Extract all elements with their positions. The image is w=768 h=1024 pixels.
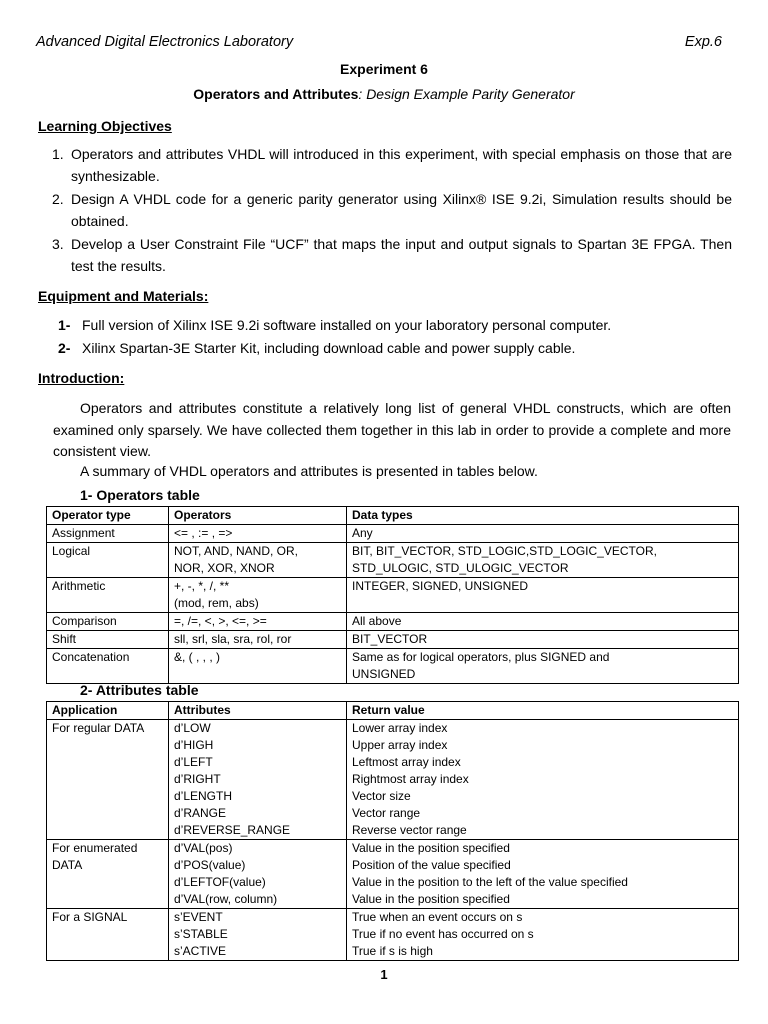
table-row — [47, 840, 739, 909]
cell-line: True when an event occurs on s — [352, 910, 523, 924]
objective-item — [52, 143, 732, 187]
objective-number: 1. — [52, 146, 64, 162]
cell-line: d’LENGTH — [174, 789, 233, 803]
subtitle-bold: Operators and Attributes — [193, 86, 359, 102]
cell-line: Comparison — [52, 614, 117, 628]
summary-sentence: A summary of VHDL operators and attributes is presented in tables below. — [80, 463, 538, 479]
cell-line: Leftmost array index — [352, 755, 461, 769]
table-cell — [347, 649, 739, 684]
table-cell — [169, 543, 347, 578]
cell-line: For regular DATA — [52, 721, 145, 735]
table-cell — [347, 613, 739, 631]
table-cell — [169, 631, 347, 649]
cell-line: For a SIGNAL — [52, 910, 128, 924]
table-row — [47, 543, 739, 578]
table-cell — [347, 720, 739, 840]
table-row — [47, 649, 739, 684]
cell-line: Arithmetic — [52, 579, 106, 593]
cell-line: Same as for logical operators, plus SIGNED and — [352, 650, 610, 664]
table-cell — [169, 578, 347, 613]
cell-line: Rightmost array index — [352, 772, 469, 786]
table-cell — [47, 840, 169, 909]
attributes-table — [46, 701, 739, 961]
table-row — [47, 525, 739, 543]
table-cell — [169, 840, 347, 909]
attributes-table-caption: 2- Attributes table — [80, 682, 199, 698]
column-header: Application — [47, 702, 169, 720]
table-cell — [347, 578, 739, 613]
objective-number: 3. — [52, 236, 64, 252]
equipment-heading: Equipment and Materials: — [38, 288, 209, 304]
cell-line: True if s is high — [352, 944, 433, 958]
equipment-text: Full version of Xilinx ISE 9.2i software installed on your laboratory personal computer. — [82, 317, 612, 333]
table-cell — [47, 909, 169, 961]
table-row — [47, 720, 739, 840]
cell-line: Value in the position to the left of the value specified — [352, 875, 628, 889]
page-subtitle — [0, 86, 768, 102]
equipment-number: 2- — [58, 340, 71, 356]
equipment-item — [58, 337, 738, 359]
equipment-number: 1- — [58, 317, 71, 333]
table-cell — [169, 720, 347, 840]
cell-line: s’EVENT — [174, 910, 223, 924]
page-title: Experiment 6 — [340, 61, 428, 77]
cell-line: (mod, rem, abs) — [174, 596, 259, 610]
cell-line: d’VAL(pos) — [174, 841, 233, 855]
column-header: Data types — [347, 507, 739, 525]
objective-text: Develop a User Constraint File “UCF” that maps the input and output signals to Spartan 3E FPGA. Then test the results. — [71, 236, 732, 274]
cell-line: sll, srl, sla, sra, rol, ror — [174, 632, 292, 646]
table-cell — [347, 909, 739, 961]
cell-line: Vector size — [352, 789, 411, 803]
page-number: 1 — [380, 967, 388, 982]
column-header: Operators — [169, 507, 347, 525]
equipment-text: Xilinx Spartan-3E Starter Kit, including download cable and power supply cable. — [82, 340, 576, 356]
table-cell — [169, 613, 347, 631]
cell-line: d’RIGHT — [174, 772, 221, 786]
cell-line: d’RANGE — [174, 806, 227, 820]
cell-line: Assignment — [52, 526, 115, 540]
cell-line: <= , := , => — [174, 526, 233, 540]
column-header: Return value — [347, 702, 739, 720]
cell-line: d’HIGH — [174, 738, 214, 752]
table-cell — [47, 578, 169, 613]
cell-line: INTEGER, SIGNED, UNSIGNED — [352, 579, 529, 593]
experiment-number: Exp.6 — [684, 34, 722, 50]
table-row — [47, 578, 739, 613]
cell-line: d’LOW — [174, 721, 211, 735]
page-header — [36, 34, 732, 54]
cell-line: NOT, AND, NAND, OR, — [174, 544, 299, 558]
table-cell — [347, 840, 739, 909]
table-header-row — [47, 507, 739, 525]
subtitle-italic: : Design Example Parity Generator — [358, 86, 575, 102]
table-row — [47, 613, 739, 631]
cell-line: True if no event has occurred on s — [352, 927, 534, 941]
cell-line: Logical — [52, 544, 91, 558]
objective-item — [52, 188, 732, 232]
cell-line: Vector range — [352, 806, 421, 820]
cell-line: Upper array index — [352, 738, 448, 752]
table-row — [47, 631, 739, 649]
cell-line: d’REVERSE_RANGE — [174, 823, 291, 837]
cell-line: UNSIGNED — [352, 667, 416, 681]
cell-line: Shift — [52, 632, 77, 646]
cell-line: Value in the position specified — [352, 892, 510, 906]
cell-line: Value in the position specified — [352, 841, 510, 855]
table-cell — [47, 613, 169, 631]
table-cell — [347, 631, 739, 649]
cell-line: d’LEFTOF(value) — [174, 875, 266, 889]
cell-line: d’POS(value) — [174, 858, 246, 872]
cell-line: Any — [352, 526, 373, 540]
cell-line: Lower array index — [352, 721, 448, 735]
cell-line: For enumerated — [52, 841, 138, 855]
table-cell — [169, 649, 347, 684]
cell-line: All above — [352, 614, 402, 628]
cell-line: Reverse vector range — [352, 823, 467, 837]
table-header-row — [47, 702, 739, 720]
cell-line: Position of the value specified — [352, 858, 511, 872]
table-row — [47, 909, 739, 961]
table-cell — [169, 909, 347, 961]
column-header: Attributes — [169, 702, 347, 720]
cell-line: Concatenation — [52, 650, 130, 664]
table-cell — [347, 543, 739, 578]
table-cell — [47, 525, 169, 543]
lab-name: Advanced Digital Electronics Laboratory — [36, 34, 294, 50]
objective-text: Operators and attributes VHDL will introduced in this experiment, with special emphasis on those that are synthesizable. — [71, 146, 732, 184]
cell-line: DATA — [52, 858, 83, 872]
equipment-item — [58, 314, 738, 336]
table-cell — [47, 720, 169, 840]
table-cell — [47, 649, 169, 684]
objective-text: Design A VHDL code for a generic parity generator using Xilinx® ISE 9.2i, Simulation results should be obtained. — [71, 191, 732, 229]
table-cell — [47, 543, 169, 578]
introduction-paragraph — [53, 398, 731, 463]
operators-table — [46, 506, 739, 684]
table-cell — [169, 525, 347, 543]
table-cell — [347, 525, 739, 543]
cell-line: d’VAL(row, column) — [174, 892, 278, 906]
objective-item — [52, 233, 732, 277]
cell-line: d’LEFT — [174, 755, 213, 769]
cell-line: NOR, XOR, XNOR — [174, 561, 275, 575]
table-cell — [47, 631, 169, 649]
learning-objectives-heading: Learning Objectives — [38, 118, 172, 134]
introduction-text: Operators and attributes constitute a relatively long list of general VHDL constructs, which are often examined only sparsely. We have collected them together in this lab in order to provide a complete and more consistent view. — [53, 400, 731, 459]
cell-line: BIT, BIT_VECTOR, STD_LOGIC,STD_LOGIC_VECTOR, — [352, 544, 657, 558]
cell-line: s’ACTIVE — [174, 944, 227, 958]
cell-line: +, -, *, /, ** — [174, 579, 230, 593]
cell-line: STD_ULOGIC, STD_ULOGIC_VECTOR — [352, 561, 569, 575]
cell-line: s’STABLE — [174, 927, 228, 941]
objective-number: 2. — [52, 191, 64, 207]
cell-line: BIT_VECTOR — [352, 632, 428, 646]
cell-line: &, ( , , , ) — [174, 650, 221, 664]
cell-line: =, /=, <, >, <=, >= — [174, 614, 267, 628]
column-header: Operator type — [47, 507, 169, 525]
operators-table-caption: 1- Operators table — [80, 487, 200, 503]
introduction-heading: Introduction: — [38, 370, 125, 386]
